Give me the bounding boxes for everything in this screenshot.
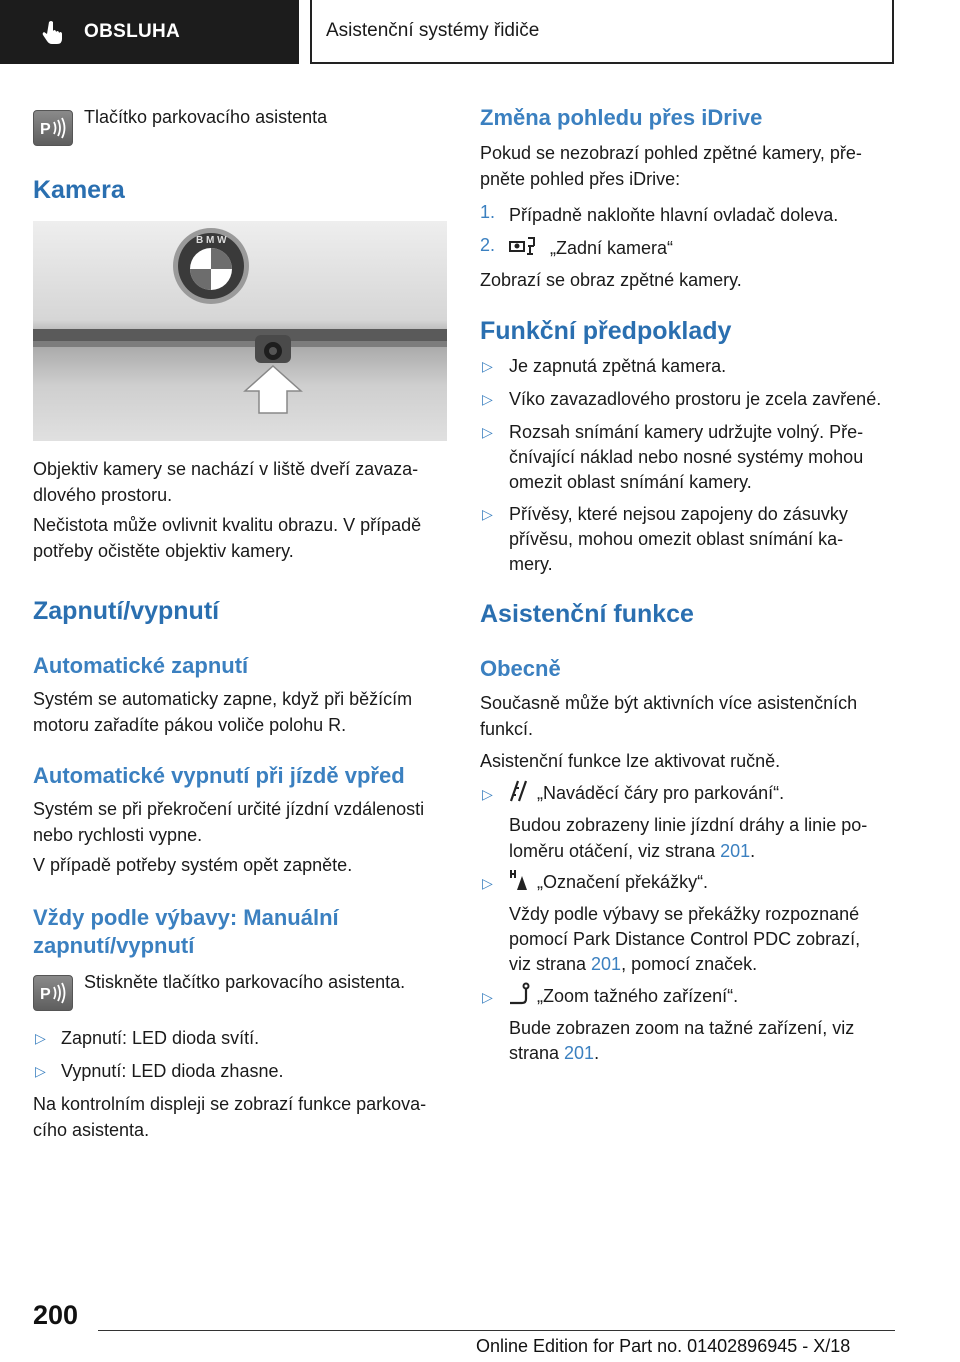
footer-rule	[98, 1330, 895, 1331]
function-text-line: Bude zobrazen zoom na tažné zařízení, viz	[509, 1018, 855, 1038]
bullet-triangle-icon: ▷	[482, 358, 493, 374]
function-text-line: viz strana 201, pomocí značek.	[509, 954, 758, 974]
function-label: „Zoom tažného zařízení“.	[537, 986, 739, 1006]
camera-text-line: Objektiv kamery se nachází v liště dveří zavaza-	[33, 459, 419, 479]
page-number: 200	[33, 1300, 79, 1330]
page-link[interactable]: 201	[591, 954, 622, 974]
page-link[interactable]: 201	[720, 841, 751, 861]
function-text-line: Budou zobrazeny linie jízdní dráhy a linie po-	[509, 815, 868, 835]
section-label: OBSLUHA	[84, 21, 181, 42]
park-sensor-icon	[38, 981, 68, 1005]
prereq-item: mery.	[509, 554, 553, 574]
function-text-line: loměru otáčení, viz strana 201.	[509, 841, 756, 861]
bullet-triangle-icon: ▷	[482, 786, 493, 802]
auto-off-text-line: V případě potřeby systém opět zapněte.	[33, 855, 353, 875]
hand-pointer-icon	[40, 19, 66, 45]
prereq-item: omezit oblast snímání kamery.	[509, 472, 752, 492]
view-text-line: Pokud se nezobrazí pohled zpětné kamery, pře-	[480, 143, 862, 163]
view-text-line: pněte pohled přes iDrive:	[480, 169, 681, 189]
camera-location-illustration	[33, 221, 447, 441]
parking-guide-lines-icon	[508, 779, 530, 803]
obstacle-marking-icon	[508, 868, 530, 892]
general-text-line: Asistenční funkce lze aktivovat ručně.	[480, 751, 781, 771]
general-heading: Obecně	[480, 656, 561, 681]
header-chapter	[310, 0, 894, 64]
parking-assistant-button-icon	[33, 110, 73, 146]
onoff-heading: Zapnutí/vypnutí	[33, 597, 220, 625]
svg-text:P: P	[40, 986, 51, 1003]
step-number: 1.	[480, 202, 496, 222]
general-text-line: funkcí.	[480, 719, 534, 739]
bullet-triangle-icon: ▷	[35, 1063, 46, 1079]
step-text: „Zadní kamera“	[550, 238, 674, 258]
camera-text-line: Nečistota může ovlivnit kvalitu obrazu. V případě	[33, 515, 422, 535]
camera-text-line: potřeby očistěte objektiv kamery.	[33, 541, 294, 561]
bullet-item: Vypnutí: LED dioda zhasne.	[61, 1061, 284, 1081]
auto-off-text-line: nebo rychlosti vypne.	[33, 825, 203, 845]
view-heading: Změna pohledu přes iDrive	[480, 105, 763, 130]
svg-text:P: P	[40, 121, 51, 138]
step-text: Případně nakloňte hlavní ovladač doleva.	[509, 205, 839, 225]
bullet-triangle-icon: ▷	[482, 424, 493, 440]
prereq-item: přívěsu, mohou omezit oblast snímání ka-	[509, 529, 844, 549]
function-text-line: strana 201.	[509, 1043, 600, 1063]
auto-on-text-line: motoru zařadíte pákou voliče polohu R.	[33, 715, 347, 735]
trailer-hitch-icon	[508, 982, 532, 1006]
camera-text-line: dlového prostoru.	[33, 485, 173, 505]
view-result: Zobrazí se obraz zpětné kamery.	[480, 270, 742, 290]
manual-heading: zapnutí/vypnutí	[33, 933, 195, 958]
prereq-item: čnívající náklad nebo nosné systémy mohou	[509, 447, 864, 467]
closing-text-line: cího asistenta.	[33, 1120, 150, 1140]
auto-on-text-line: Systém se automaticky zapne, když při běžícím	[33, 689, 413, 709]
camera-heading: Kamera	[33, 176, 125, 204]
prereq-item: Víko zavazadlového prostoru je zcela zavřené.	[509, 389, 882, 409]
function-label: „Označení překážky“.	[537, 872, 709, 892]
bullet-triangle-icon: ▷	[482, 506, 493, 522]
auto-off-text-line: Systém se při překročení určité jízdní vzdálenosti	[33, 799, 425, 819]
bullet-triangle-icon: ▷	[35, 1030, 46, 1046]
function-label: „Naváděcí čáry pro parkování“.	[537, 783, 785, 803]
park-sensor-icon	[38, 116, 68, 140]
step-number: 2.	[480, 235, 496, 255]
closing-text-line: Na kontrolním displeji se zobrazí funkce parkova-	[33, 1094, 427, 1114]
prereq-heading: Funkční předpoklady	[480, 317, 732, 345]
auto-on-heading: Automatické zapnutí	[33, 653, 249, 678]
rear-camera-icon	[508, 236, 538, 258]
auto-off-heading: Automatické vypnutí při jízdě vpřed	[33, 763, 405, 788]
page-link[interactable]: 201	[564, 1043, 595, 1063]
parking-assistant-button-icon	[33, 975, 73, 1011]
function-text-line: Vždy podle výbavy se překážky rozpoznané	[509, 904, 860, 924]
button-caption: Tlačítko parkovacího asistenta	[84, 107, 328, 127]
manual-heading: Vždy podle výbavy: Manuální	[33, 905, 339, 930]
rear-camera-photo	[33, 221, 447, 441]
prereq-item: Rozsah snímání kamery udržujte volný. Pře-	[509, 422, 864, 442]
prereq-item: Přívěsy, které nejsou zapojeny do zásuvky	[509, 504, 848, 524]
bullet-triangle-icon: ▷	[482, 391, 493, 407]
bullet-triangle-icon: ▷	[482, 989, 493, 1005]
assist-heading: Asistenční funkce	[480, 600, 694, 628]
svg-text:B M W: B M W	[196, 235, 227, 246]
function-text-line: pomocí Park Distance Control PDC zobrazí,	[509, 929, 861, 949]
bullet-item: Zapnutí: LED dioda svítí.	[61, 1028, 260, 1048]
manual-button-caption: Stiskněte tlačítko parkovacího asistenta.	[84, 972, 406, 992]
edition-text: Online Edition for Part no. 01402896945 - X/18	[476, 1336, 851, 1356]
general-text-line: Současně může být aktivních více asistenčních	[480, 693, 858, 713]
bullet-triangle-icon: ▷	[482, 875, 493, 891]
chapter-title: Asistenční systémy řidiče	[326, 20, 540, 41]
header-section-tab	[0, 0, 299, 64]
prereq-item: Je zapnutá zpětná kamera.	[509, 356, 727, 376]
